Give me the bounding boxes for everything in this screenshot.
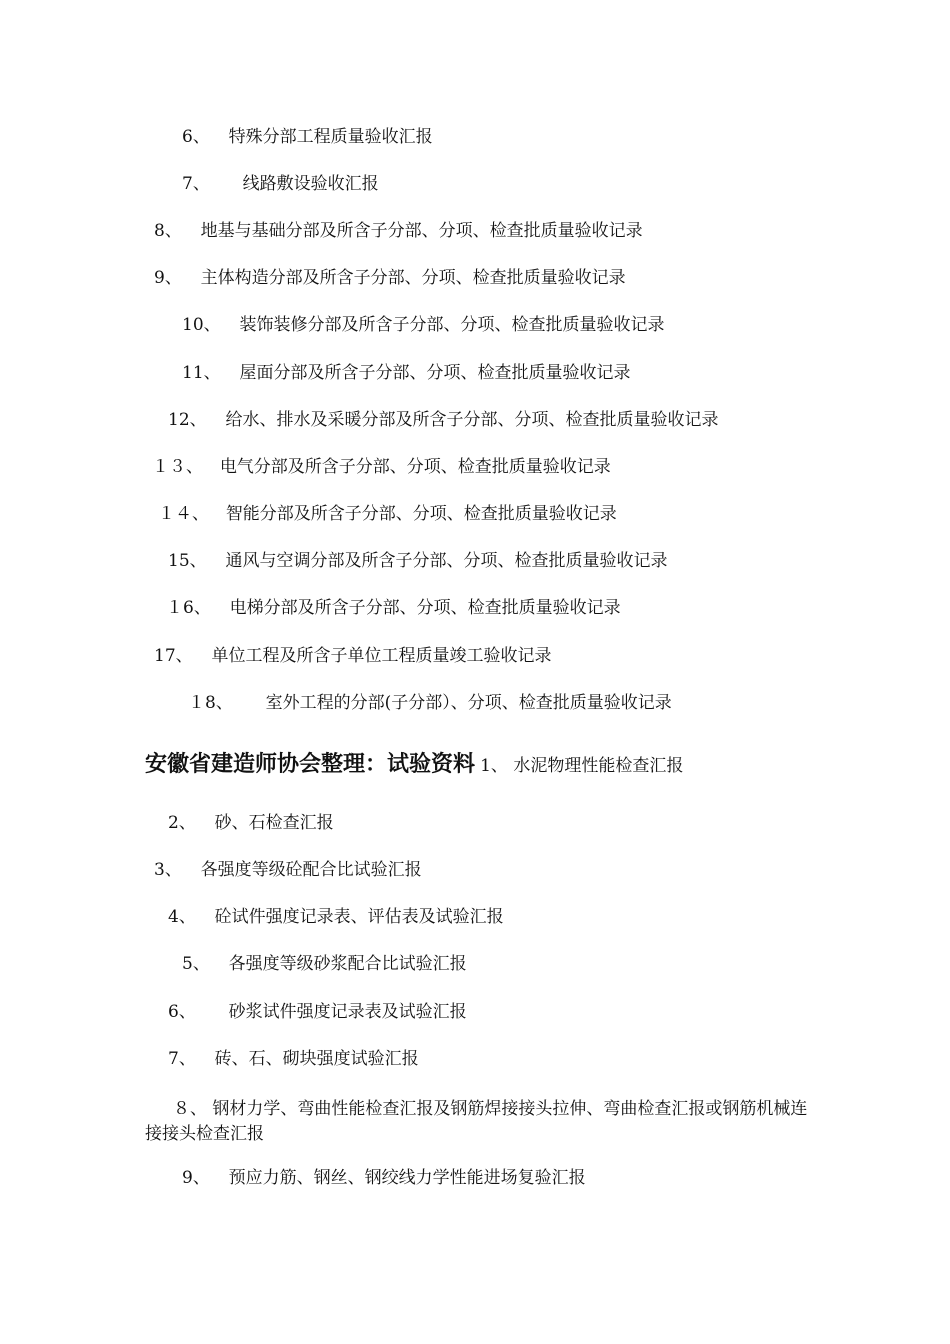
item-number: 3、 — [154, 860, 182, 880]
item-text: 线路敷设验收汇报 — [242, 174, 379, 194]
item-number: 15、 — [168, 551, 207, 571]
item-text: 砂、石检查汇报 — [214, 813, 334, 833]
section-heading — [145, 751, 683, 780]
item-text: 室外工程的分部(子分部）、分项、检查批质量验收记录 — [265, 693, 672, 713]
item-number: 9、 — [182, 1168, 210, 1188]
list-item — [154, 220, 643, 242]
list-item — [166, 597, 621, 619]
item-text: 预应力筋、钢丝、钢绞线力学性能进场复验汇报 — [228, 1168, 586, 1188]
heading-title: 安徽省建造师协会整理：试验资料 — [145, 752, 476, 777]
list-item — [168, 1001, 467, 1023]
item-number: 17、 — [154, 646, 193, 666]
item-text: 地基与基础分部及所含子分部、分项、检查批质量验收记录 — [200, 221, 643, 241]
list-item — [152, 456, 611, 478]
list-item-wrapped: ８、 钢材力学、弯曲性能检查汇报及钢筋焊接接头拉伸、弯曲检查汇报或钢筋机械连接接头检查汇报 — [145, 1099, 808, 1144]
item-text: 装饰装修分部及所含子分部、分项、检查批质量验收记录 — [239, 315, 665, 335]
item-number: 2、 — [168, 813, 196, 833]
list-item — [182, 953, 467, 975]
item-number: 9、 — [154, 268, 182, 288]
item-number: 6、 — [182, 127, 210, 147]
item-text: 屋面分部及所含子分部、分项、检查批质量验收记录 — [239, 363, 631, 383]
list-item — [182, 314, 664, 336]
item-text: 砖、石、砌块强度试验汇报 — [214, 1049, 419, 1069]
list-item — [182, 362, 630, 384]
item-number: １４、 — [158, 504, 209, 524]
list-item — [168, 409, 718, 431]
list-item — [182, 173, 379, 195]
item-text: 给水、排水及采暖分部及所含子分部、分项、检查批质量验收记录 — [225, 410, 719, 430]
item-text: 单位工程及所含子单位工程质量竣工验收记录 — [211, 646, 552, 666]
list-item — [182, 1167, 586, 1189]
item-text: 砂浆试件强度记录表及试验汇报 — [228, 1002, 467, 1022]
list-item — [158, 503, 617, 525]
item-text: 主体构造分部及所含子分部、分项、检查批质量验收记录 — [200, 268, 626, 288]
list-item — [168, 906, 504, 928]
heading-first-item: 1、 水泥物理性能检查汇报 — [480, 756, 684, 776]
item-number: 8、 — [154, 221, 182, 241]
item-text: 各强度等级砼配合比试验汇报 — [200, 860, 422, 880]
item-text: 特殊分部工程质量验收汇报 — [228, 127, 433, 147]
item-text: 通风与空调分部及所含子分部、分项、检查批质量验收记录 — [225, 551, 668, 571]
list-item — [188, 692, 672, 714]
list-item — [154, 267, 626, 289]
list-item — [182, 126, 433, 148]
item-number: 4、 — [168, 907, 196, 927]
item-text: 砼试件强度记录表、评估表及试验汇报 — [214, 907, 504, 927]
item-number: 12、 — [168, 410, 207, 430]
list-item — [154, 859, 422, 881]
list-item — [168, 812, 334, 834]
list-item — [154, 645, 551, 667]
list-item — [168, 1048, 419, 1070]
item-text: 智能分部及所含子分部、分项、检查批质量验收记录 — [225, 504, 617, 524]
item-number: 7、 — [182, 174, 210, 194]
item-text: 电气分部及所含子分部、分项、检查批质量验收记录 — [219, 457, 611, 477]
item-number: 7、 — [168, 1049, 196, 1069]
item-text: 各强度等级砂浆配合比试验汇报 — [228, 954, 467, 974]
item-number: 5、 — [182, 954, 210, 974]
item-number: 10、 — [182, 315, 221, 335]
list-item — [168, 550, 667, 572]
item-number: １３、 — [152, 457, 203, 477]
item-number: 11、 — [182, 363, 221, 383]
item-number: １6、 — [166, 598, 211, 618]
item-text: 电梯分部及所含子分部、分项、检查批质量验收记录 — [229, 598, 621, 618]
item-number: １8、 — [188, 693, 233, 713]
item-number: 6、 — [168, 1002, 196, 1022]
